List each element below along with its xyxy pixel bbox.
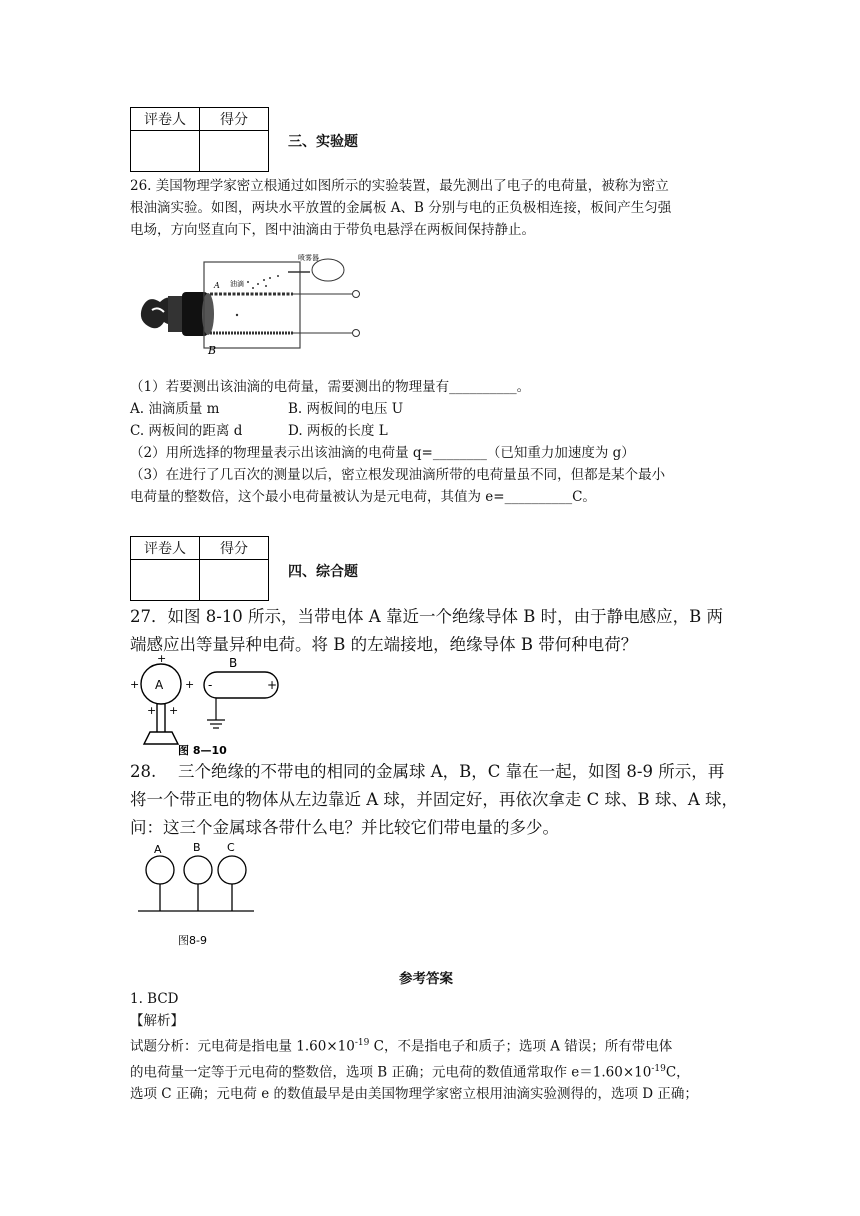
ball-c-label: C xyxy=(227,841,235,854)
score-table-sec4 xyxy=(130,536,269,601)
score-table-sec3 xyxy=(130,107,269,172)
answers-body xyxy=(130,988,698,1105)
svg-text:+: + xyxy=(185,678,195,691)
analysis-line-2: 的电荷量一定等于元电荷的整数倍，选项 B 正确；元电荷的数值通常取作 $e=1.60\times 10^{-19}C$， xyxy=(130,1063,690,1080)
q26-options-row2 xyxy=(130,420,665,442)
q26-parts xyxy=(130,376,665,508)
sphere-a-label: A xyxy=(155,678,164,692)
option-d: D. 两板的长度 L xyxy=(288,423,388,439)
answer-1: 1. BCD xyxy=(130,991,179,1007)
score-blank[interactable] xyxy=(200,131,269,172)
q28-text: 28. 三个绝缘的不带电的相同的金属球 A，B，C 靠在一起，如图 8-9 所示，再 将一个带正电的物体从左边靠近 A 球，并固定好，再依次拿走 C 球、B 球、A 球， 问：这三个金属球各带什么电？并比较它们带电量的多少。 xyxy=(130,762,739,837)
analysis-line-3: 选项 C 正确；元电荷 e 的数值最早是由美国物理学家密立根用油滴实验测得的，选项 D 正确； xyxy=(130,1086,698,1102)
section-title-4: 四、综合题 xyxy=(288,564,358,580)
minus-sign: - xyxy=(208,678,213,692)
reviewer-blank[interactable] xyxy=(131,131,200,172)
analysis-label: 【解析】 xyxy=(130,1013,184,1029)
reviewer-blank[interactable] xyxy=(131,560,200,601)
q26-part2: （2）用所选择的物理量表示出该油滴的电荷量 q=________（已知重力加速度为 g） xyxy=(130,445,635,461)
reviewer-cell: 评卷人 xyxy=(131,537,200,560)
score-blank[interactable] xyxy=(200,560,269,601)
figure-caption: 图8-9 xyxy=(178,934,207,947)
option-a: A. 油滴质量 m xyxy=(130,401,220,417)
q26-options-row1 xyxy=(130,398,665,420)
svg-text:+: + xyxy=(130,678,140,691)
q26-part3b: 电荷量的整数倍，这个最小电荷量被认为是元电荷，其值为 e=__________C。 xyxy=(130,489,596,505)
ball-a-label: A xyxy=(154,843,162,856)
q26-part1: （1）若要测出该油滴的电荷量，需要测出的物理量有__________。 xyxy=(130,379,531,395)
score-cell: 得分 xyxy=(200,537,269,560)
svg-text:+: + xyxy=(169,704,179,717)
ball-b-label: B xyxy=(193,841,201,854)
label-plate-a: A xyxy=(214,281,220,290)
label-plate-b: B xyxy=(208,344,217,357)
option-b: B. 两板间的电压 U xyxy=(288,401,404,417)
option-c: C. 两板间的距离 d xyxy=(130,423,243,439)
q27-text: 27．如图 8-10 所示，当带电体 A 靠近一个绝缘导体 B 时，由于静电感应，B 两 端感应出等量异种电荷。将 B 的左端接地，绝缘导体 B 带何种电荷？ xyxy=(130,607,723,654)
plus-sign: + xyxy=(267,678,278,692)
figure-caption: 图 8—10 xyxy=(178,744,227,757)
q26-text: 26. 美国物理学家密立根通过如图所示的实验装置，最先测出了电子的电荷量，被称为密立 根油滴实验。如图，两块水平放置的金属板 A、B 分别与电的正负极相连接，板间产生匀强 电场，方向竖直向下，图中油滴由于带负电悬浮在两板间保持静止。 xyxy=(130,178,672,238)
label-oil: 油滴 xyxy=(230,280,244,288)
figure-8-10 xyxy=(128,650,288,758)
conductor-b-label: B xyxy=(229,656,238,670)
q26-part3a: （3）在进行了几百次的测量以后，密立根发现油滴所带的电荷量虽不同，但都是某个最小 xyxy=(130,467,666,483)
svg-text:+: + xyxy=(157,652,167,665)
millikan-apparatus-figure xyxy=(138,248,378,358)
answers-title: 参考答案 xyxy=(399,971,453,987)
svg-text:+: + xyxy=(147,704,157,717)
label-sprayer: 喷雾器 xyxy=(298,254,319,262)
figure-8-9 xyxy=(138,838,258,950)
reviewer-cell: 评卷人 xyxy=(131,108,200,131)
score-cell: 得分 xyxy=(200,108,269,131)
analysis-line-1: 试题分析：元电荷是指电量 $1.60\times 10^{-19}$ C，不是指电子和质子；选项 A 错误；所有带电体 xyxy=(130,1038,673,1055)
section-title-3: 三、实验题 xyxy=(288,134,358,150)
